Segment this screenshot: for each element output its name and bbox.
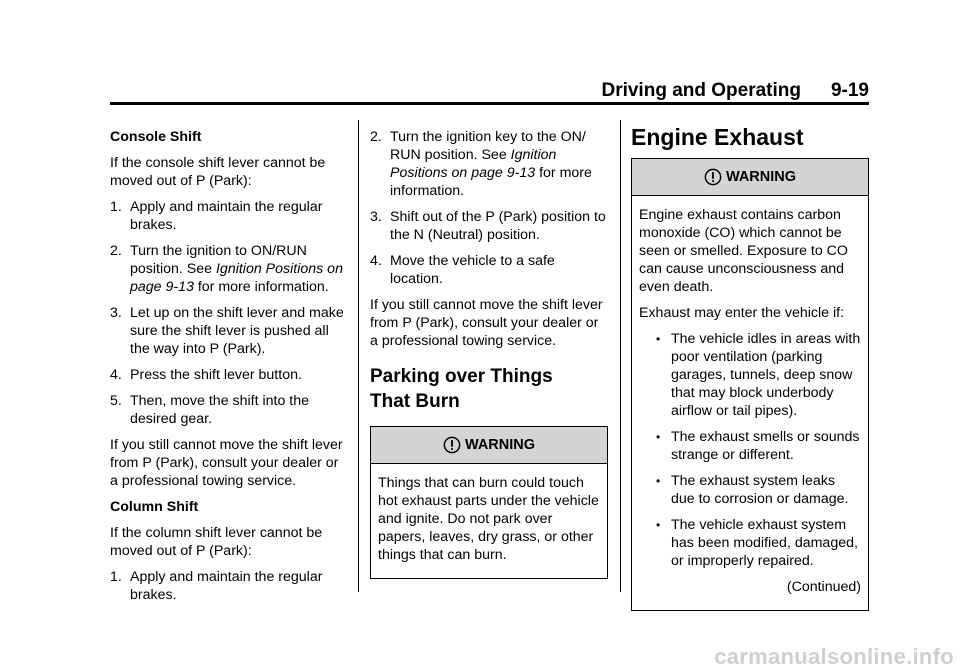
list-item: 1. Apply and maintain the regular brakes. [110,569,323,603]
continued-label: (Continued) [786,579,861,595]
parking-section-heading: Parking over Things That Burn [370,366,553,412]
list-item: 4. Press the shift lever button. [110,367,302,383]
console-shift-outro: If you still cannot move the shift lever from P (Park), consult your dealer or a professional towing service. [110,437,343,489]
list-item: 5. Then, move the shift into the desired gear. [110,393,310,427]
bullet-icon: • [656,474,661,488]
column-divider [358,120,359,592]
bullet-item: • The vehicle exhaust system has been modified, damaged, or improperly repaired. [656,517,858,569]
page-number: 9-19 [830,80,869,101]
warning-icon [704,168,722,186]
bullet-icon: • [656,332,661,346]
bullet-item: • The exhaust smells or sounds strange or different. [656,429,860,463]
warning-label: WARNING [725,169,797,185]
list-item: 3. Let up on the shift lever and make sure the shift lever is pushed all the way into P (Park). [110,305,344,357]
watermark: carmanualsonline.info [714,644,954,669]
console-shift-intro: If the console shift lever cannot be moved out of P (Park): [110,155,326,189]
column-divider [620,120,621,592]
column-2 [370,128,608,579]
list-item: 4. Move the vehicle to a safe location. [370,253,555,287]
column-1 [110,128,345,612]
warning-header [632,159,868,196]
warning-body [371,464,607,578]
warning-box [631,158,869,611]
cross-reference-link[interactable]: Ignition Positions on page 9-13 [390,147,557,181]
section-title: Driving and Operating [601,80,801,101]
list-item: 3. Shift out of the P (Park) position to the N (Neutral) position. [370,209,606,243]
warning-header [371,427,607,464]
warning-paragraph: Engine exhaust contains carbon monoxide (CO) which cannot be seen or smelled. Exposure to CO can cause unconsciousness and even death. [639,207,848,295]
bullet-item: • The vehicle idles in areas with poor ventilation (parking garages, tunnels, deep snow that may block underbody airflow or tail pipes). [656,331,861,419]
warning-body [632,196,868,610]
bullet-icon: • [656,518,661,532]
cross-reference-link[interactable]: Ignition Positions on page 9-13 [130,261,343,295]
warning-text: Things that can burn could touch hot exhaust parts under the vehicle and ignite. Do not park over papers, leaves, dry grass, or other things that can burn. [378,475,599,563]
list-item: 2. Turn the ignition to ON/RUN position. See Ignition Positions on page 9-13 for more information. [110,243,343,295]
page-header [110,80,869,104]
list-item: 2. Turn the ignition key to the ON/ RUN position. See Ignition Positions on page 9-13 for more information. [370,129,592,199]
warning-icon [443,436,461,454]
column-shift-heading: Column Shift [110,499,199,515]
column-3 [631,124,869,611]
list-item: 1. Apply and maintain the regular brakes. [110,199,323,233]
warning-paragraph: Exhaust may enter the vehicle if: [639,305,845,321]
bullet-icon: • [656,430,661,444]
column-shift-intro: If the column shift lever cannot be moved out of P (Park): [110,525,323,559]
warning-label: WARNING [464,437,536,453]
header-rule [110,102,869,105]
bullet-item: • The exhaust system leaks due to corrosion or damage. [656,473,849,507]
engine-exhaust-heading: Engine Exhaust [631,124,804,150]
column-shift-outro: If you still cannot move the shift lever from P (Park), consult your dealer or a professional towing service. [370,297,603,349]
warning-box [370,426,608,579]
console-shift-heading: Console Shift [110,129,202,145]
